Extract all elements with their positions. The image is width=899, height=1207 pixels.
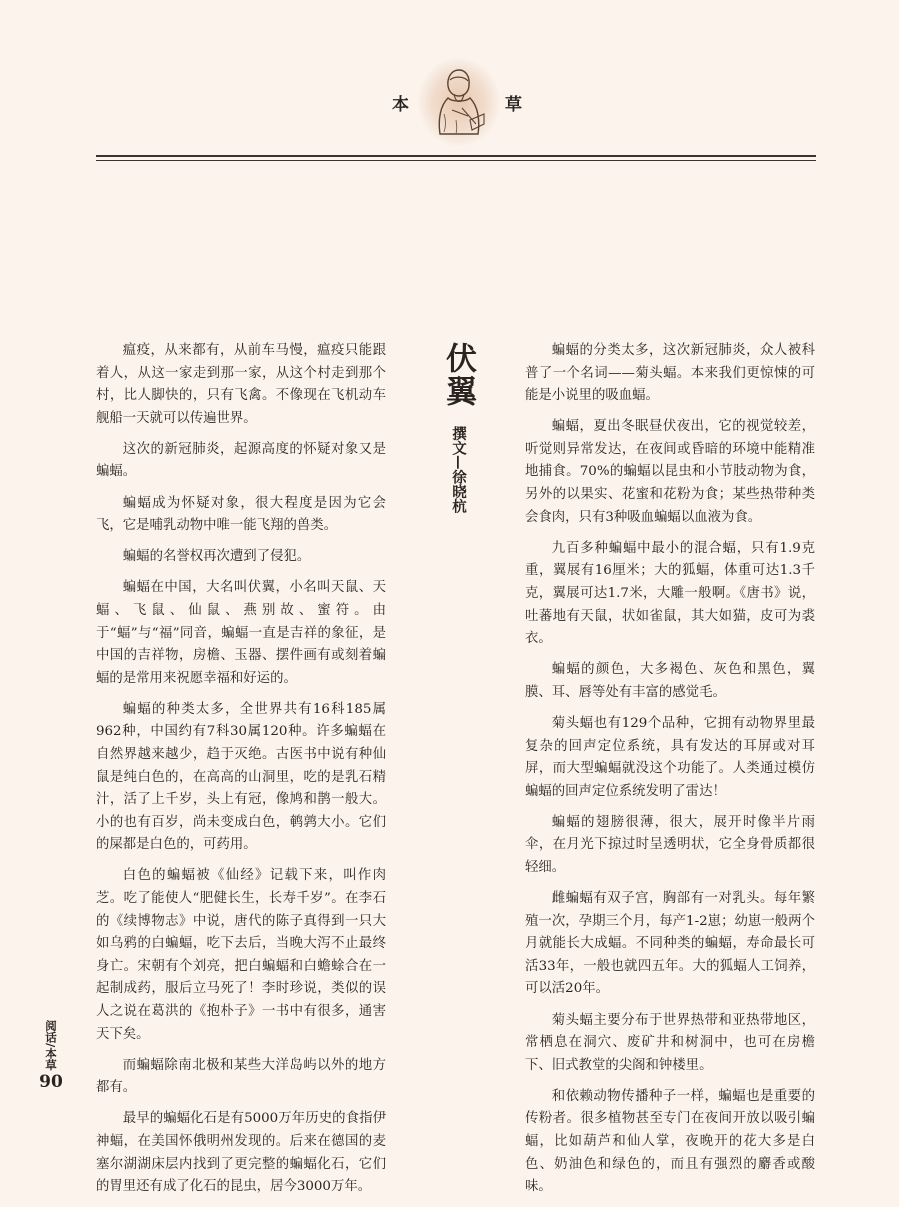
paragraph: 九百多种蝙蝠中最小的混合蝠，只有1.9克重，翼展有16厘米；大的狐蝠，体重可达1.3千克，翼展可达1.7米，大雕一般啊。《唐书》说，吐蕃地有天鼠，状如雀鼠，其大如猫，皮可为裘衣。 [525, 540, 815, 647]
page-header [0, 0, 899, 150]
paragraph: 菊头蝠主要分布于世界热带和亚热带地区，常栖息在洞穴、废矿井和树洞中，也可在房檐下、旧式教堂的尖阁和钟楼里。 [525, 1012, 815, 1073]
paragraph: 白色的蝙蝠被《仙经》记载下来，叫作肉芝。吃了能使人“肥健长生，长寿千岁”。在李石的《续博物志》中说，唐代的陈子真得到一只大如乌鸦的白蝙蝠，吃下去后，当晚大泻不止最终身亡。宋朝有个刘亮，把白蝙蝠和白蟾蜍合在一起制成药，服后立马死了！李时珍说，类似的误人之说在葛洪的《抱朴子》一书中有很多，通害天下矣。 [96, 868, 386, 1042]
paragraph: 蝙蝠的颜色，大多褐色、灰色和黑色，翼膜、耳、唇等处有丰富的感觉毛。 [525, 662, 815, 700]
paragraph: 瘟疫，从来都有，从前车马慢，瘟疫只能跟着人，从这一家走到那一家，从这个村走到那个村，比人脚快的，只有飞禽。不像现在飞机动车舰船一天就可以传遍世界。 [96, 343, 386, 426]
paragraph: 雌蝙蝠有双子宫，胸部有一对乳头。每年繁殖一次，孕期三个月，每产1-2崽；幼崽一般两个月就能长大成蝠。不同种类的蝙蝠，寿命最长可活33年，一般也就四五年。大的狐蝠人工饲养，可以活20年。 [525, 891, 815, 997]
scholar-figure-icon [432, 64, 486, 140]
header-rule-thin [96, 160, 816, 161]
header-portrait-illustration [418, 58, 500, 146]
paragraph: 而蝙蝠除南北极和某些大洋岛屿以外的地方都有。 [96, 1057, 386, 1096]
paragraph: 这次的新冠肺炎，起源高度的怀疑对象又是蝙蝠。 [96, 441, 386, 480]
paragraph: 蝙蝠的分类太多，这次新冠肺炎，众人被科普了一个名词——菊头蝠。本来我们更惊悚的可能是小说里的吸血蝠。 [525, 343, 815, 404]
page-number: 90 [39, 1072, 63, 1093]
paragraph: 蝙蝠成为怀疑对象，很大程度是因为它会飞，它是哺乳动物中唯一能飞翔的兽类。 [96, 495, 386, 534]
magazine-section-label: 阅话/本草 [44, 1020, 58, 1071]
article-title-block [440, 342, 476, 513]
paragraph: 蝙蝠的翅膀很薄，很大，展开时像半片雨伞，在月光下掠过时呈透明状，它全身骨质都很轻细。 [525, 814, 815, 875]
left-column [96, 340, 386, 1207]
paragraph: 菊头蝠也有129个品种，它拥有动物界里最复杂的回声定位系统，具有发达的耳屏或对耳屏，而大型蝙蝠就没这个功能了。人类通过模仿蝙蝠的回声定位系统发明了雷达！ [525, 715, 815, 799]
paragraph: 蝙蝠的种类太多，全世界共有16科185属962种，中国约有7科30属120种。许多蝙蝠在自然界越来越少，趋于灭绝。古医书中说有种仙鼠是纯白色的，在高高的山洞里，吃的是乳石精汁，活了上千岁，头上有冠，像鸠和鹊一般大。小的也有百岁，尚未变成白色，鹌鹑大小。它们的屎都是白色的，可药用。 [96, 701, 386, 853]
article-title: 伏翼 [440, 342, 476, 408]
page-margin-note [36, 1020, 66, 1092]
section-label-right: 草 [505, 95, 524, 115]
right-column [525, 340, 815, 1207]
paragraph: 最早的蝙蝠化石是有5000万年历史的食指伊神蝠，在美国怀俄明州发现的。后来在德国的麦塞尔湖湖床层内找到了更完整的蝙蝠化石，它们的胃里还有成了化石的昆虫，居今3000万年。 [96, 1111, 386, 1195]
paragraph: 和依赖动物传播种子一样，蝙蝠也是重要的传粉者。很多植物甚至专门在夜间开放以吸引蝙蝠，比如葫芦和仙人掌，夜晚开的花大多是白色、奶油色和绿色的，而且有强烈的麝香或酸味。 [525, 1088, 815, 1195]
paragraph: 蝙蝠的名誉权再次遭到了侵犯。 [122, 549, 311, 565]
article-author: 撰文—徐晓杭 [450, 426, 467, 513]
paragraph: 蝙蝠，夏出冬眠昼伏夜出，它的视觉较差，听觉则异常发达，在夜间或昏暗的环境中能精准地捕食。70%的蝙蝠以昆虫和小节肢动物为食，另外的以果实、花蜜和花粉为食；某些热带种类会食肉，只有3种吸血蝙蝠以血液为食。 [525, 419, 815, 525]
section-label-left: 本 [392, 95, 411, 115]
header-rule-thick [96, 155, 816, 157]
paragraph: 蝙蝠在中国，大名叫伏翼，小名叫天鼠、天蝠、飞鼠、仙鼠、燕别故、蜜符。由于“蝠”与“福”同音，蝙蝠一直是吉祥的象征，是中国的吉祥物，房檐、玉器、摆件画有或刻着蝙蝠的是常用来祝愿幸福和好运的。 [96, 580, 386, 686]
